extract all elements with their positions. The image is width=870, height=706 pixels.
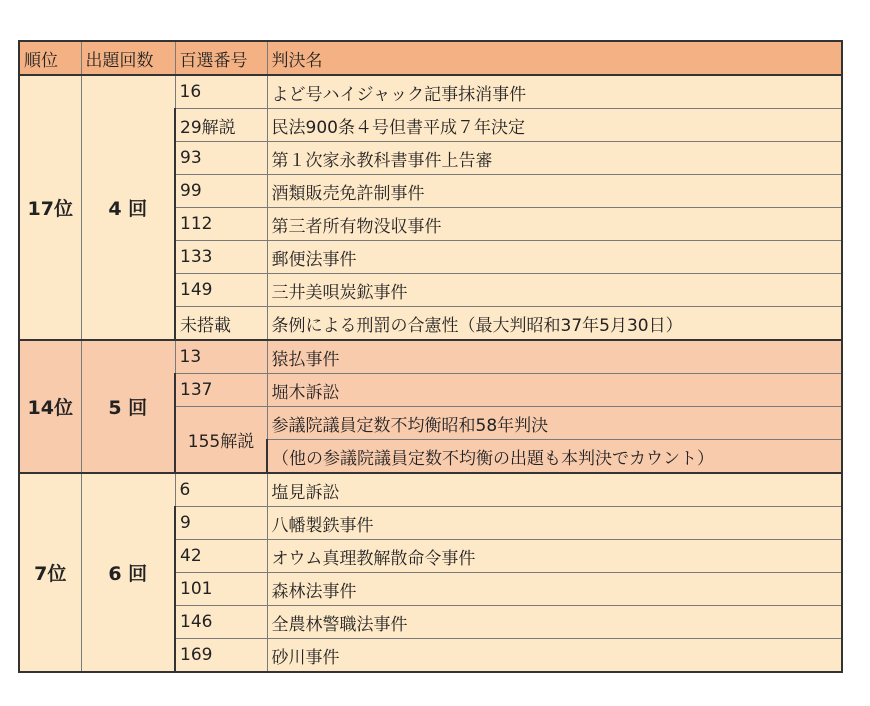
number-cell: 112 [175,208,267,241]
number-cell: 155解説 [175,407,267,474]
number-cell: 149 [175,274,267,307]
number-cell: 29解説 [175,109,267,142]
header-row [19,41,842,75]
header-number: 百選番号 [175,41,267,75]
case-name-cell: 郵便法事件 [267,241,842,274]
number-cell: 未搭載 [175,307,267,341]
case-name-cell: 砂川事件 [267,639,842,673]
count-cell: 6 回 [81,473,175,672]
case-note-cell: （他の参議院議員定数不均衡の出題も本判決でカウント） [267,440,842,474]
case-name-cell: 三井美唄炭鉱事件 [267,274,842,307]
number-cell: 42 [175,540,267,573]
case-name-cell: 八幡製鉄事件 [267,507,842,540]
case-name-cell: 民法900条４号但書平成７年決定 [267,109,842,142]
case-name-cell: 条例による刑罰の合憲性（最大判昭和37年5月30日） [267,307,842,341]
table-row [19,473,842,507]
header-rank: 順位 [19,41,81,75]
rank-cell: 17位 [19,75,81,340]
number-cell: 169 [175,639,267,673]
case-name-cell: 全農林警職法事件 [267,606,842,639]
header-count: 出題回数 [81,41,175,75]
number-cell: 13 [175,340,267,374]
header-case: 判決名 [267,41,842,75]
count-cell: 4 回 [81,75,175,340]
rank-cell: 7位 [19,473,81,672]
case-name-cell: 堀木訴訟 [267,374,842,407]
case-name-cell: 酒類販売免許制事件 [267,175,842,208]
case-name-cell: 森林法事件 [267,573,842,606]
case-name-cell: 第１次家永教科書事件上告審 [267,142,842,175]
number-cell: 99 [175,175,267,208]
number-cell: 133 [175,241,267,274]
case-name-cell: 参議院議員定数不均衡昭和58年判決 [267,407,842,440]
number-cell: 16 [175,75,267,109]
case-name-cell: オウム真理教解散命令事件 [267,540,842,573]
ranking-table [18,40,843,673]
table-row [19,75,842,109]
number-cell: 137 [175,374,267,407]
number-cell: 6 [175,473,267,507]
case-name-cell: よど号ハイジャック記事抹消事件 [267,75,842,109]
case-name-cell: 猿払事件 [267,340,842,374]
case-name-cell: 第三者所有物没収事件 [267,208,842,241]
number-cell: 93 [175,142,267,175]
case-name-cell: 塩見訴訟 [267,473,842,507]
number-cell: 9 [175,507,267,540]
rank-cell: 14位 [19,340,81,473]
number-cell: 146 [175,606,267,639]
table-row [19,340,842,374]
count-cell: 5 回 [81,340,175,473]
number-cell: 101 [175,573,267,606]
